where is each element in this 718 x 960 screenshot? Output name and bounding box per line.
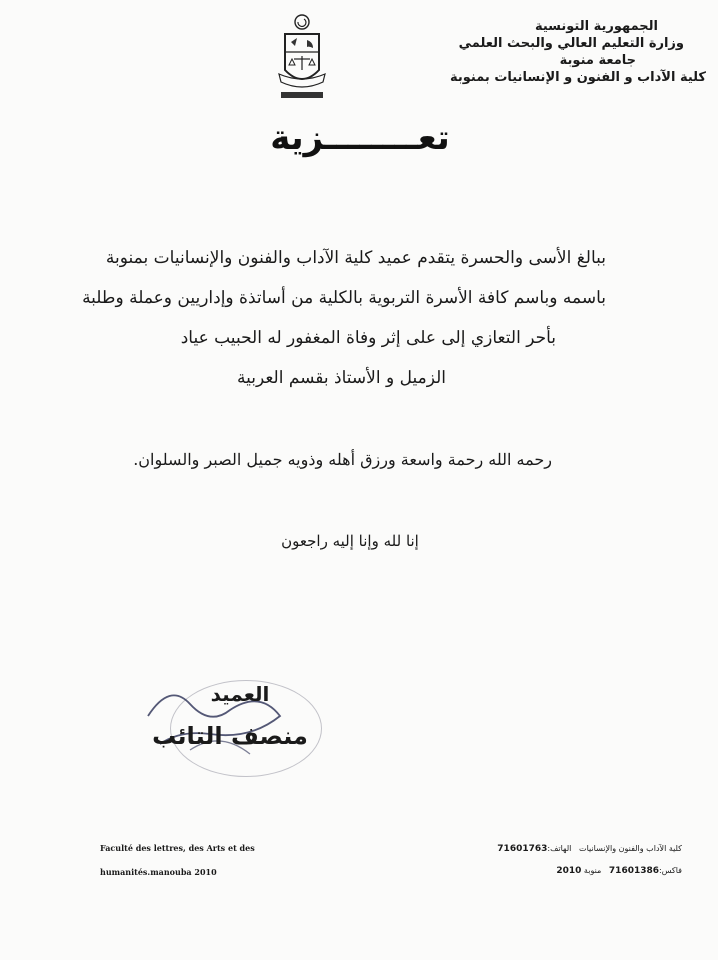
- footer-fr-line: Faculté des lettres, des Arts et des: [100, 843, 255, 853]
- header-university: جامعة منوبة: [559, 53, 636, 68]
- body-line: بأحر التعازي إلى على إثر وفاة المغفور له الحبيب عياد: [180, 328, 556, 348]
- header-republic: الجمهورية التونسية: [534, 19, 658, 34]
- footer-phone-label: الهاتف:: [547, 844, 572, 853]
- footer-city: منوبة: [583, 866, 602, 875]
- tunisia-coat-of-arms-icon: [271, 12, 333, 102]
- footer-arabic: [470, 838, 682, 882]
- footer-postal: 2010: [556, 866, 582, 876]
- signatory-name: منصف التائب: [152, 722, 308, 750]
- institution-header: [446, 18, 706, 86]
- condolence-body: [82, 238, 606, 398]
- footer-french: [100, 836, 255, 884]
- footer-phone-line: [470, 838, 682, 860]
- footer-phone: 71601763: [497, 844, 548, 854]
- signatory-title: العميد: [210, 682, 270, 706]
- prayer-line: رحمه الله رحمة واسعة ورزق أهله وذويه جميل الصبر والسلوان.: [133, 450, 552, 469]
- footer-fax: 71601386: [608, 866, 660, 876]
- body-line: الزميل و الأستاذ بقسم العربية: [236, 368, 446, 388]
- footer-fax-line: [470, 860, 682, 882]
- body-line: باسمه وباسم كافة الأسرة التربوية بالكلية من أساتذة وإداريين وعملة وطلبة: [82, 288, 606, 308]
- body-line: ببالغ الأسى والحسرة يتقدم عميد كلية الآداب والفنون والإنسانيات بمنوبة: [105, 248, 606, 268]
- header-ministry: وزارة التعليم العالي والبحث العلمي: [458, 36, 684, 51]
- footer-institution: كلية الآداب والفنون والإنسانيات: [579, 844, 682, 853]
- document-title: تعــــــــزية: [270, 118, 450, 158]
- footer-fax-label: فاكس:: [659, 866, 682, 875]
- header-faculty: كلية الآداب و الفنون و الإنسانيات بمنوبة: [449, 70, 706, 85]
- closing-verse: إنا لله وإنا إليه راجعون: [281, 532, 419, 550]
- footer-fr-line: humanités.manouba 2010: [100, 867, 217, 877]
